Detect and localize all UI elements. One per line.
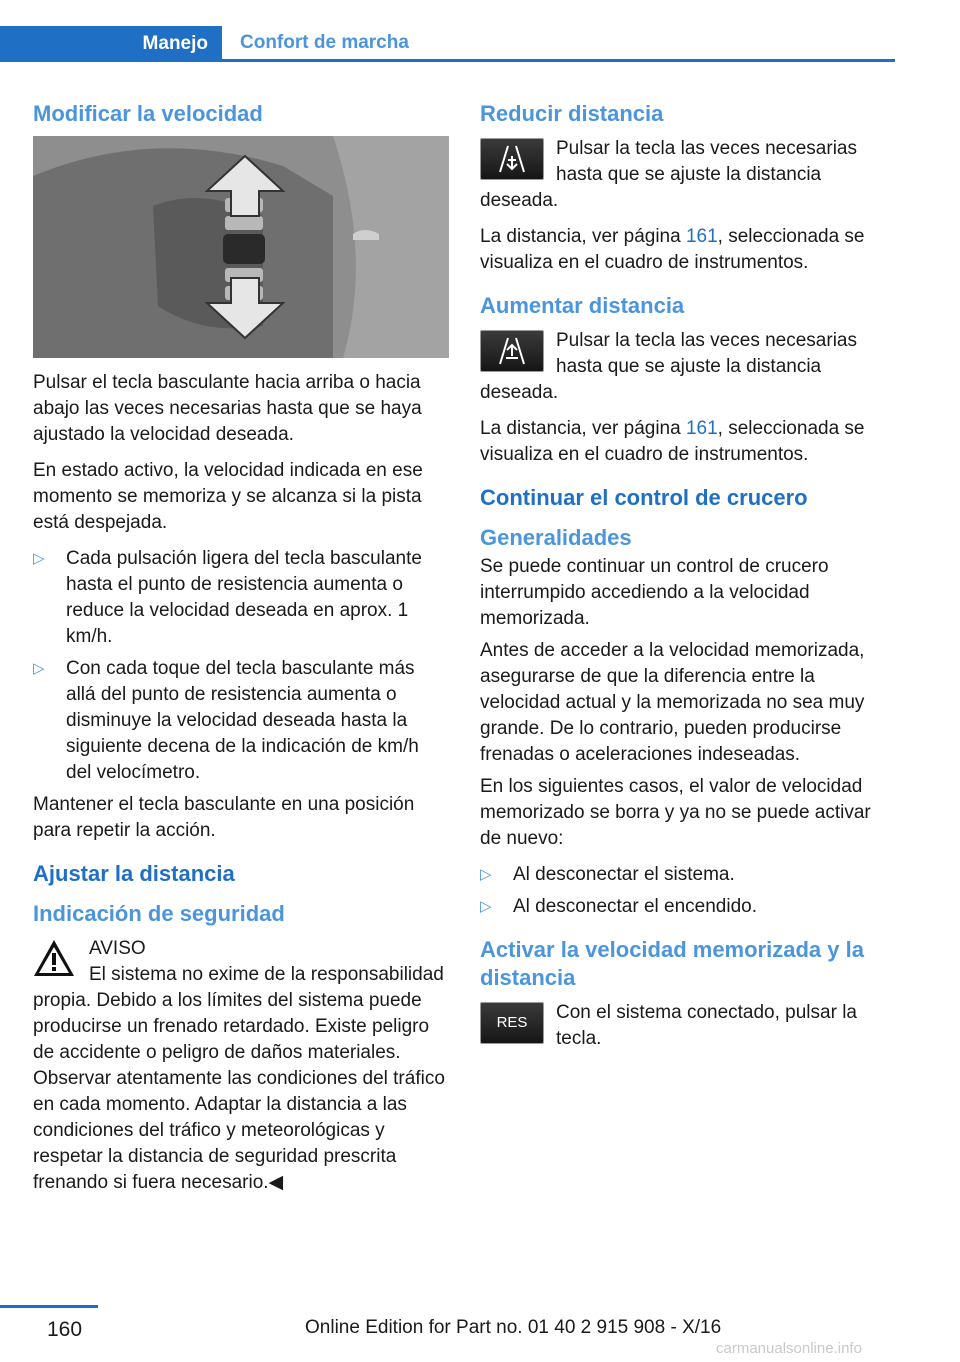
- triangle-bullet-icon: ▷: [480, 898, 492, 915]
- heading-indicacion-seguridad: Indicación de seguridad: [33, 901, 285, 926]
- paragraph-g1: Se puede continuar un control de crucero interrumpido accediendo a la velocidad memorizada.: [480, 556, 829, 629]
- list-item: ▷ Al desconectar el sistema.: [480, 862, 896, 888]
- left-column: [33, 100, 449, 1196]
- triangle-bullet-icon: ▷: [33, 550, 45, 567]
- heading-aumentar-distancia: Aumentar distancia: [480, 293, 685, 318]
- aumentar-text: Pulsar la tecla las veces necesarias hasta que se ajuste la distancia deseada.: [480, 330, 857, 403]
- list-item: ▷ Cada pulsación ligera del tecla basculante hasta el punto de resistencia aumenta o reduce la velocidad deseada en aprox. 1 km/h.: [33, 548, 422, 647]
- watermark: carmanualsonline.info: [716, 1340, 862, 1357]
- reducir-text: Pulsar la tecla las veces necesarias hasta que se ajuste la distancia deseada.: [480, 138, 857, 211]
- activar-block: [480, 1000, 896, 1052]
- right-column: [480, 100, 896, 1052]
- res-button-icon: RES: [480, 1002, 544, 1044]
- list-item: ▷ Al desconectar el encendido.: [480, 894, 896, 920]
- distance-road-icon: [492, 144, 532, 174]
- warning-triangle-icon: [33, 938, 75, 978]
- tab-manejo[interactable]: Manejo: [0, 26, 222, 62]
- warning-title: AVISO: [89, 938, 146, 959]
- paragraph-distancia-1: La distancia, ver página 161, seleccionada se visualiza en el cuadro de instrumentos.: [480, 226, 865, 273]
- list-item: ▷ Con cada toque del tecla basculante más allá del punto de resistencia aumenta o disminuye la velocidad deseada hasta la siguiente decena de la indicación de km/h del velocímetro.: [33, 658, 419, 783]
- activar-text: Con el sistema conectado, pulsar la tecla.: [556, 1002, 857, 1049]
- page-link-161[interactable]: 161: [685, 226, 718, 247]
- paragraph-g2: Antes de acceder a la velocidad memorizada, asegurarse de que la diferencia entre la velocidad actual y la memorizada no sea muy grande. De lo contrario, pueden producirse frenadas o aceleraciones indeseadas.: [480, 640, 865, 765]
- header-rule: [0, 59, 895, 62]
- paragraph-mantener: Mantener el tecla basculante en una posición para repetir la acción.: [33, 794, 415, 841]
- distance-increase-button-icon: [480, 330, 544, 372]
- heading-generalidades: Generalidades: [480, 525, 632, 550]
- heading-activar-velocidad: Activar la velocidad memorizada y la distancia: [480, 937, 864, 990]
- paragraph-estado-activo: En estado activo, la velocidad indicada en ese momento se memoriza y se alcanza si la pista está despejada.: [33, 460, 423, 533]
- reducir-block: [480, 136, 896, 214]
- heading-modificar-velocidad: Modificar la velocidad: [33, 101, 263, 126]
- warning-block: [33, 936, 449, 1196]
- edition-text: Online Edition for Part no. 01 40 2 915 908 - X/16: [305, 1317, 722, 1338]
- header-bar: [0, 26, 895, 62]
- triangle-bullet-icon: ▷: [480, 866, 492, 883]
- paragraph-distancia-2: La distancia, ver página 161, seleccionada se visualiza en el cuadro de instrumentos.: [480, 418, 865, 465]
- heading-reducir-distancia: Reducir distancia: [480, 101, 664, 126]
- aumentar-block: [480, 328, 896, 406]
- bullet-list-velocidad: [33, 546, 449, 786]
- page-number: 160: [47, 1318, 83, 1341]
- tab-confort-de-marcha[interactable]: Confort de marcha: [240, 31, 409, 53]
- paragraph-pulsar: Pulsar el tecla basculante hacia arriba o hacia abajo las veces necesarias hasta que se haya ajustado la velocidad deseada.: [33, 372, 422, 445]
- footer-rule: [0, 1305, 98, 1308]
- bullet-list-casos: [480, 862, 896, 920]
- heading-ajustar-distancia: Ajustar la distancia: [33, 861, 235, 886]
- steering-wheel-rocker-photo: [33, 136, 449, 358]
- paragraph-g3: En los siguientes casos, el valor de velocidad memorizado se borra y ya no se puede activar de nuevo:: [480, 776, 871, 849]
- heading-continuar-control: Continuar el control de crucero: [480, 485, 808, 510]
- warning-text: El sistema no exime de la responsabilidad propia. Debido a los límites del sistema puede producirse un frenado retardado. Existe peligro de accidente o peligro de daños materiales. Observar atentamente las condiciones del tráfico en cada momento. Adaptar la distancia a las condiciones del tráfico y meteorológicas y respetar la distancia de seguridad prescrita frenando si fuera necesario.◀: [33, 964, 445, 1193]
- triangle-bullet-icon: ▷: [33, 660, 45, 677]
- distance-road-icon: [492, 336, 532, 366]
- distance-decrease-button-icon: [480, 138, 544, 180]
- page-link-161[interactable]: 161: [685, 418, 718, 439]
